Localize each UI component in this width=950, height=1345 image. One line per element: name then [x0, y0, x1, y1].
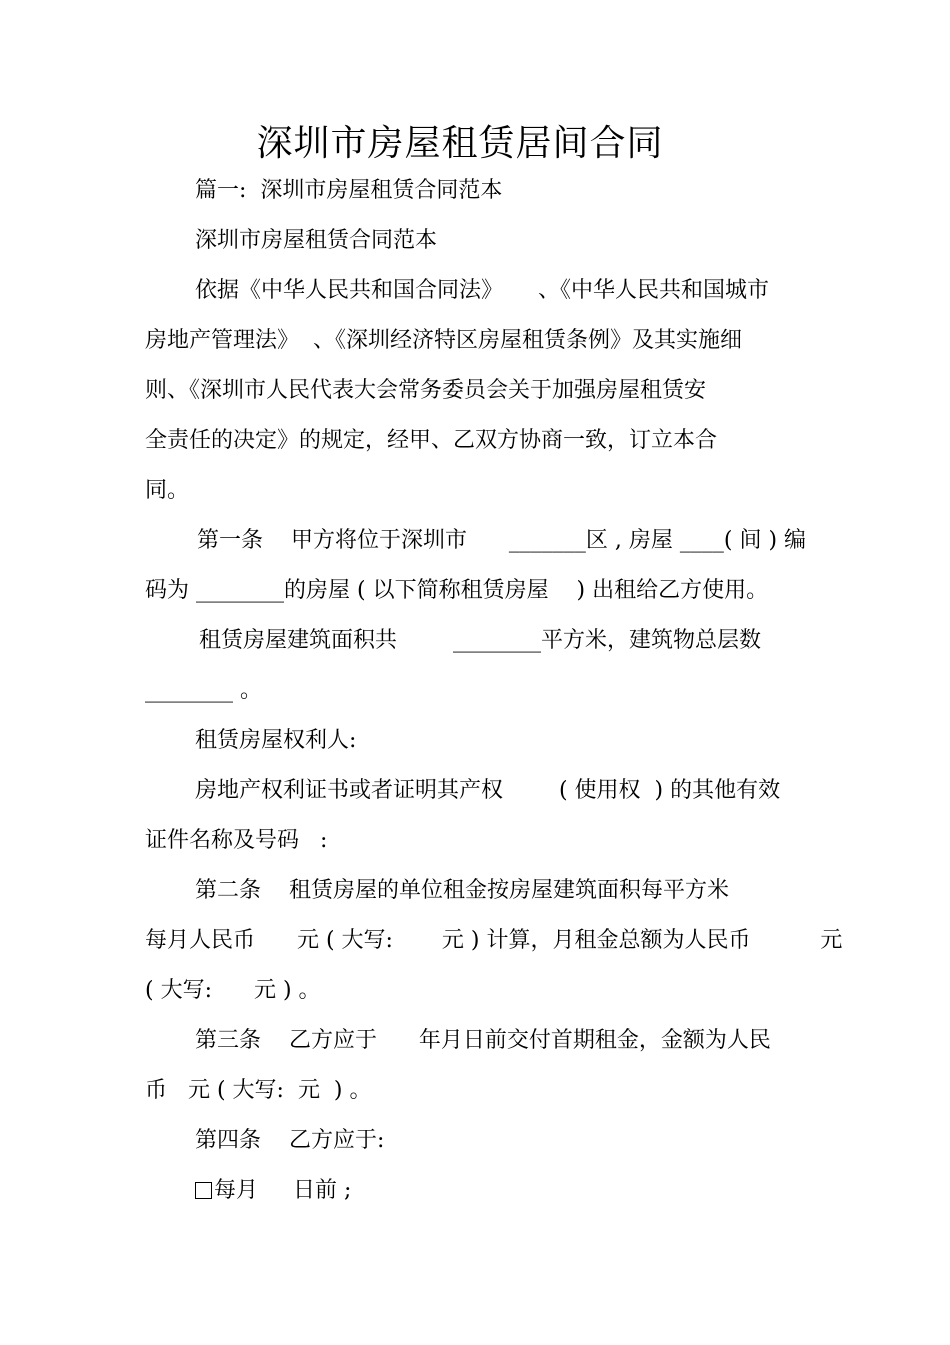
paragraph-line: 则、《深圳市人民代表大会常务委员会关于加强房屋租赁安 — [145, 378, 707, 403]
certificate-line: 房地产权利证书或者证明其产权 ( 使用权 ) 的其他有效 — [195, 778, 781, 803]
checkbox[interactable] — [195, 1182, 212, 1199]
article-1-line: 第一条 甲方将位于深圳市 _______区 , 房屋 ____( 间 ) 编 — [197, 528, 807, 553]
area-line: ________ 。 — [145, 678, 262, 703]
article-4-line: 第四条 乙方应于: — [195, 1128, 385, 1153]
article-3-line: 币 元 ( 大写: 元 ) 。 — [145, 1078, 372, 1103]
payment-option-label: 每月 日前 ; — [214, 1178, 352, 1203]
subtitle-line: 篇一: 深圳市房屋租赁合同范本 — [195, 178, 503, 203]
section-heading: 深圳市房屋租赁合同范本 — [195, 228, 438, 253]
article-2-line: 每月人民币 元 ( 大写: 元 ) 计算，月租金总额为人民币 元 — [145, 928, 843, 953]
paragraph-line: 依据《中华人民共和国合同法》 、《中华人民共和国城市 — [195, 278, 769, 303]
certificate-line: 证件名称及号码 : — [145, 828, 328, 853]
paragraph-line: 同。 — [145, 478, 190, 503]
article-1-line: 码为 ________的房屋 ( 以下简称租赁房屋 ) 出租给乙方使用。 — [145, 578, 769, 603]
article-2-line: ( 大写: 元 ) 。 — [145, 978, 321, 1003]
paragraph-line: 全责任的决定》的规定，经甲、乙双方协商一致，订立本合 — [145, 428, 718, 453]
article-3-line: 第三条 乙方应于 年月日前交付首期租金，金额为人民 — [195, 1028, 771, 1053]
paragraph-line: 房地产管理法》 、《深圳经济特区房屋租赁条例》及其实施细 — [145, 328, 742, 353]
owner-line: 租赁房屋权利人: — [195, 728, 357, 753]
payment-option-line — [195, 1176, 351, 1206]
article-2-line: 第二条 租赁房屋的单位租金按房屋建筑面积每平方米 — [195, 878, 729, 903]
document-title: 深圳市房屋租赁居间合同 — [256, 123, 664, 164]
area-line: 租赁房屋建筑面积共 ________平方米，建筑物总层数 — [199, 628, 761, 653]
